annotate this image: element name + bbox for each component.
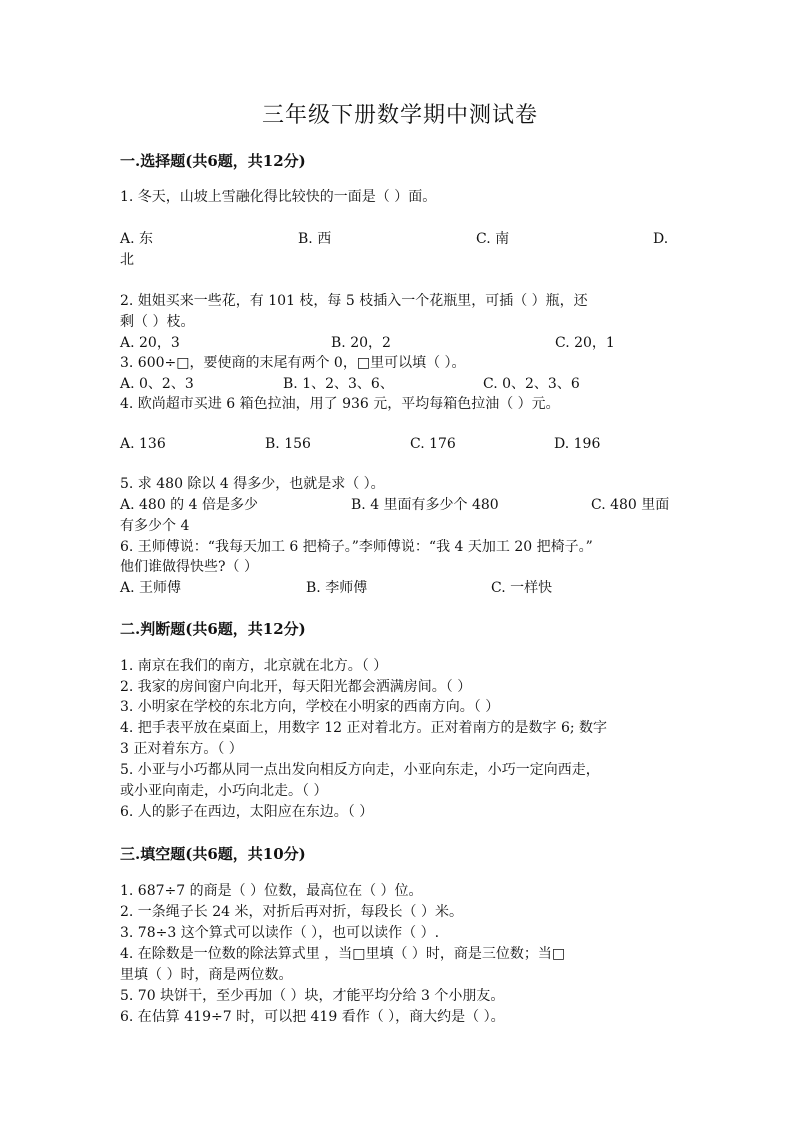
fill-line: 3. 78÷3 这个算式可以读作（ ），也可以读作（ ）.: [120, 925, 440, 941]
fill-line: 里填（ ）时，商是两位数。: [120, 967, 293, 983]
judgment-line: 6. 人的影子在西边，太阳应在东边。（ ）: [120, 804, 374, 820]
question-stem: 3. 600÷□，要使商的末尾有两个 0，□里可以填（ ）。: [120, 355, 466, 371]
section-heading-multiple-choice: 一.选择题(共6题，共12分): [120, 152, 306, 170]
fill-line: 1. 687÷7 的商是（ ）位数，最高位在（ ）位。: [120, 883, 423, 899]
judgment-line: 2. 我家的房间窗户向北开，每天阳光都会洒满房间。（ ）: [120, 679, 472, 695]
question-stem: 2. 姐姐买来一些花，有 101 枝，每 5 枝插入一个花瓶里，可插（ ）瓶，还: [120, 293, 588, 309]
fill-line: 4. 在除数是一位数的除法算式里 ，当□里填（ ）时，商是三位数；当□: [120, 946, 566, 962]
fill-line: 6. 在估算 419÷7 时，可以把 419 看作（ ），商大约是（ ）。: [120, 1009, 505, 1025]
question-stem: 5. 求 480 除以 4 得多少，也就是求（ ）。: [120, 476, 385, 492]
option-a: A. 136: [120, 436, 166, 452]
option-c: C. 南: [476, 231, 510, 247]
option-c: C. 0、2、3、6: [483, 376, 580, 392]
question-stem: 1. 冬天，山坡上雪融化得比较快的一面是（ ）面。: [120, 189, 437, 205]
option-d: D.: [653, 231, 669, 247]
option-b: B. 20，2: [331, 335, 391, 351]
option-c: C. 20，1: [555, 335, 615, 351]
fill-line: 5. 70 块饼干，至少再加（ ）块，才能平均分给 3 个小朋友。: [120, 988, 505, 1004]
judgment-line: 1. 南京在我们的南方，北京就在北方。（ ）: [120, 658, 388, 674]
option-c-wrap: 有多少个 4: [120, 518, 190, 534]
option-b: B. 1、2、3、6、: [283, 376, 394, 392]
section-heading-fill-blank: 三.填空题(共6题，共10分): [120, 845, 306, 863]
option-d-wrap: 北: [120, 252, 134, 268]
option-a: A. 20，3: [120, 335, 180, 351]
judgment-line: 5. 小亚与小巧都从同一点出发向相反方向走，小亚向东走，小巧一定向西走，: [120, 762, 600, 778]
page-title: 三年级下册数学期中测试卷: [261, 103, 538, 128]
option-c: C. 480 里面: [591, 497, 670, 513]
question-stem-cont: 剩（ ）枝。: [120, 314, 195, 330]
option-b: B. 4 里面有多少个 480: [351, 497, 499, 513]
judgment-line: 3. 小明家在学校的东北方向，学校在小明家的西南方向。（ ）: [120, 699, 500, 715]
option-a: A. 东: [120, 231, 154, 247]
question-stem-cont: 他们谁做得快些?（ ）: [120, 559, 258, 575]
question-stem: 4. 欧尚超市买进 6 箱色拉油，用了 936 元，平均每箱色拉油（ ）元。: [120, 396, 560, 412]
fill-line: 2. 一条绳子长 24 米，对折后再对折，每段长（ ）米。: [120, 904, 463, 920]
option-b: B. 西: [298, 231, 332, 247]
option-c: C. 176: [410, 436, 456, 452]
option-b: B. 156: [265, 436, 311, 452]
option-b: B. 李师傅: [306, 580, 368, 596]
option-a: A. 0、2、3: [120, 376, 194, 392]
option-d: D. 196: [554, 436, 601, 452]
option-a: A. 王师傅: [120, 580, 182, 596]
judgment-line: 或小亚向南走，小巧向北走。（ ）: [120, 783, 328, 799]
judgment-line: 3 正对着东方。（ ）: [120, 741, 243, 757]
option-c: C. 一样快: [491, 580, 553, 596]
judgment-line: 4. 把手表平放在桌面上，用数字 12 正对着北方。正对着南方的是数字 6; 数字: [120, 720, 608, 736]
question-stem: 6. 王师傅说：“我每天加工 6 把椅子。”李师傅说：“我 4 天加工 20 把椅子。”: [120, 539, 593, 555]
section-heading-true-false: 二.判断题(共6题，共12分): [120, 620, 306, 638]
option-a: A. 480 的 4 倍是多少: [120, 497, 258, 513]
